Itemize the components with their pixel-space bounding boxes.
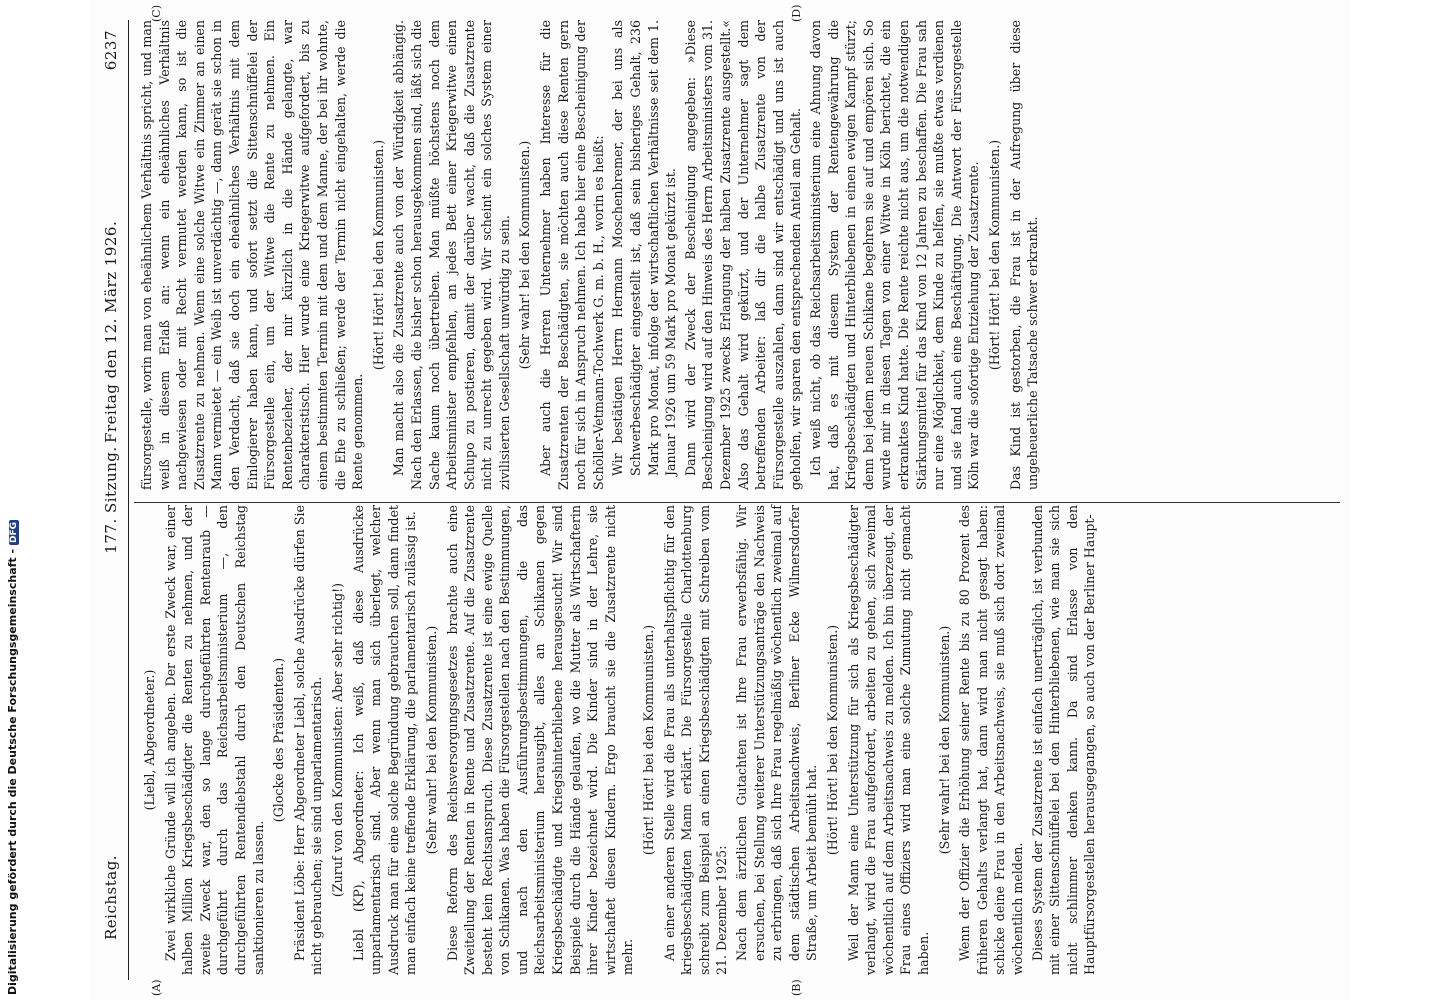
digitization-footer — [0, 0, 28, 1000]
paragraph: Ich weiß nicht, ob das Reichsarbeitsministerium eine Ahnung davon hat, daß es mit diesem System der Rentengewährung die Kriegsbeschädigten und Hinterbliebenen in einen ewigen Kampf stürzt; denn bei jedem neuen Schikane begehren sie auf und empören sich. So wurde mir in diesen Tagen von einer Witwe in Köln berichtet, die ein erkranktes Kind hatte. Die Rente reichte nicht aus, um die notwendigen Stärkungsmittel für das Kind von 12 Jahren zu beschaffen. Die Frau sah nur eine Möglichkeit, dem Kinde zu helfen, sie mußte etwas verdienen und sie fand auch eine Beschäftigung. Die Antwort der Fürsorgestelle Köln war die sofortige Entziehung der Zusatzrente. — [807, 20, 982, 490]
paragraph: (Hört! Hört! bei den Kommunisten.) — [986, 139, 1002, 371]
paragraph: Liebl (KP), Abgeordneter: Ich weiß, daß diese Ausdrücke unparlamentarisch sind. Aber wenn man sich überlegt, welcher Ausdruck man für eine solche Begründung gebrauchen soll, dann findet man einfach keine treffende Erklärung, die parlamentarisch zulässig ist. — [350, 505, 419, 975]
paragraph: Man macht also die Zusatzrente auch von der Würdigkeit abhängig. Nach den Erlassen, die bisher schon herausgekommen sind, läßt sich die Sache kaum noch übertreiben. Man müßte höchstens noch dem Arbeitsminister empfehlen, an jedes Bett einer Kriegerwitwe einen Schupo zu postieren, damit der darüber wacht, daß die Zusatzrente nicht zu unrecht gegeben wird. Wir scheint ein solches System einer zivilisierten Gesellschaft unwürdig zu sein. — [391, 20, 512, 490]
paragraph: (Hört! Hört! bei den Kommunisten.) — [824, 624, 840, 856]
paragraph: Dann wird der Zweck der Bescheinigung angegeben: »Diese Bescheinigung wird auf den Hinweis des Herrn Arbeitsministers vom 31. Dezember 1925 zwecks Erlangung der halben Zusatzrente ausgestellt.« Also das Gehalt wird gekürzt, und der Unternehmer sagt dem betreffenden Arbeiter: laß dir die halbe Zusatzrente von der Fürsorgestelle auszahlen, dann sind wir entschädigt und uns ist auch geholfen, wir sparen den entsprechenden Anteil am Gehalt. — [682, 20, 804, 490]
paragraph: Nach dem ärztlichen Gutachten ist Ihre Frau erwerbsfähig. Wir ersuchen, bei Stellung weiterer Unterstützungsanträge den Nachweis zu erbringen, daß sich Ihre Frau regelmäßig wöchentlich zweimal auf dem städtischen Arbeitsnachweis, Berliner Ecke Wilmersdorfer Straße, um Arbeit bemüht hat. — [734, 505, 820, 961]
scanned-page — [90, 0, 1350, 1000]
header-right — [102, 30, 120, 443]
paragraph: Dieses System der Zusatzrente ist einfach unerträglich, ist verbunden mit einer Sittenschnüffelei bei den Hinterbliebenen, wie man sie sich nicht schlimmer denken kann. Da sind Erlasse von den Hauptfürsorgestellen herausgegangen, so auch von der Berliner Haupt- — [1029, 505, 1098, 975]
header-left: Reichstag. — [102, 854, 120, 940]
column-divider — [134, 502, 1340, 503]
page-number: 6237 — [102, 30, 120, 71]
header-date: Freitag den 12. März 1926. — [102, 220, 120, 443]
paragraph: An einer anderen Stelle wird die Frau als unterhaltspflichtig für den kriegsbeschädigten Mann erklärt. Die Fürsorgestelle Charlottenburg schreibt zum Beispiel an einen Kriegsbeschädigten mit Schreiben vom 21. Dezember 1925: — [661, 505, 730, 975]
margin-label-a: (A) — [150, 979, 163, 996]
paragraph: Wenn der Offizier die Erhöhung seiner Rente bis zu 80 Prozent des früheren Gehalts verlangt hat, dann wird man nicht gesagt haben: schicke deine Frau in den Arbeitsnachweis, sie muß sich dort zweimal wöchentlich melden. — [957, 505, 1025, 975]
paragraph: (Hört! Hört! bei den Kommunisten.) — [370, 139, 386, 371]
paragraph: (Sehr wahr! bei den Kommunisten.) — [936, 625, 952, 855]
paragraph: Weil der Mann eine Unterstützung für sich als Kriegsbeschädigter verlangt, wird die Frau aufgefordert, arbeiten zu gehen, sich zweimal wöchentlich auf dem Arbeitsnachweis zu melden. Ich bin überzeugt, der Frau eines Offiziers wird man eine solche Zumutung nicht gemacht haben. — [845, 505, 931, 975]
paragraph: (Liebl, Abgeordneter.) — [142, 669, 157, 811]
paragraph: Zwei wirkliche Gründe will ich angeben. Der erste Zweck war, einer halben Million Kriegsbeschädigter die Renten zu nehmen, und der zweite Zweck war, den so lange durchgeführten Rentenraub — durchgeführt durch das Reichsarbeitsministerium —, den durchgeführten Rentendiebstahl durch den Deutschen Reichstag sanktionieren zu lassen. — [162, 505, 266, 975]
margin-label-c: (C) — [150, 5, 163, 22]
paragraph: Wir bestätigen Herrn Hermann Moschenbremer, der bei uns als Schwerbeschädigter eingestellt ist, daß sein bisheriges Gehalt, 236 Mark pro Monat, infolge der wirtschaftlichen Verhältnisse seit dem 1. Januar 1926 um 59 Mark pro Monat gekürzt ist. — [610, 20, 679, 476]
paragraph: (Glocke des Präsidenten.) — [271, 657, 287, 823]
paragraph: (Hört! Hört! bei den Kommunisten.) — [641, 624, 657, 856]
paragraph: (Zuruf von den Kommunisten: Aber sehr richtig!) — [329, 582, 345, 898]
footer-credit: Digitalisierung gefördert durch die Deutsche Forschungsgemeinschaft - — [6, 548, 19, 995]
text-column-right — [138, 20, 1044, 490]
paragraph: Präsident Löbe: Herr Abgeordneter Liebl, solche Ausdrücke dürfen Sie nicht gebrauchen; sie sind unparlamentarisch. — [291, 505, 325, 975]
paragraph: (Sehr wahr! bei den Kommunisten.) — [423, 625, 439, 855]
text-column-left — [138, 505, 1101, 975]
paragraph: (Sehr wahr! bei den Kommunisten.) — [517, 140, 533, 370]
footer-text — [6, 520, 19, 995]
header-session: 177. Sitzung. — [102, 446, 120, 554]
paragraph: fürsorgestelle, worin man von eheähnlichem Verhältnis spricht, und man weiß in diesem Erlaß an: wenn ein eheähnliches Verhältnis nachgewiesen oder mit Recht vermutet werden kann, so ist die Zusatzrente zu nehmen. Wenn eine solche Witwe ein Zimmer an einen Mann vermietet — ein Weib ist unverdächtig —, dann gerät sie schon in den Verdacht, daß sie doch ein eheähnliches Verhältnis mit dem Einlogierer haben kann, und sofort setzt die Sittenschnüffelei der Fürsorgestelle ein, um der Witwe die Rente zu nehmen. Ein Rentenbezieher, der mir kürzlich in die Hände gelangte, war charakteristisch. Hier wurde eine Kriegerwitwe aufgefordert, bis zu einem bestimmten Termin mit dem und dem Manne, der bei ihr wohnte, die Ehe zu schließen; werde der Termin nicht eingehalten, werde die Rente genommen. — [139, 20, 366, 490]
margin-label-d: (D) — [790, 4, 803, 22]
header-rule — [128, 20, 129, 980]
page-header — [102, 20, 128, 980]
dfg-logo: DFG — [9, 521, 19, 543]
paragraph: Diese Reform des Reichsversorgungsgesetzes brachte auch eine Zweiteilung der Renten in Rente und Zusatzrente. Auf die Zusatzrente besteht kein Rechtsanspruch. Diese Zusatzrente ist eine ewige Quelle von Schikanen. Was haben die Fürsorgestellen nach den Bestimmungen, und nach den Ausführungsbestimmungen, die das Reichsarbeitsministerium herausgibt, alles an Schikanen gegen Kriegsbeschädigte und Kriegshinterbliebene herausgesucht! Wir sind Beispiele durch die Hände gelaufen, wo die Mutter als Wirtschafterin ihrer Kinder bezeichnet wird. Die Kinder sind in der Lehre, sie wirtschaftet diesen Kindern. Ergo braucht sie die Zusatzrente nicht mehr. — [444, 505, 636, 975]
paragraph: Aber auch die Herren Unternehmer haben Interesse für die Zusatzrenten der Beschädigten, sie möchten auch diese Renten gern noch für sich in Anspruch nehmen. Ich habe hier eine Bescheinigung der Schöller-Vetmann-Tochwerk G. m. b. H., worin es heißt: — [538, 20, 606, 490]
paragraph: Das Kind ist gestorben, die Frau ist in der Aufregung über diese ungeheuerliche Tatsache schwer erkrankt. — [1007, 20, 1041, 490]
margin-label-b: (B) — [790, 979, 803, 996]
